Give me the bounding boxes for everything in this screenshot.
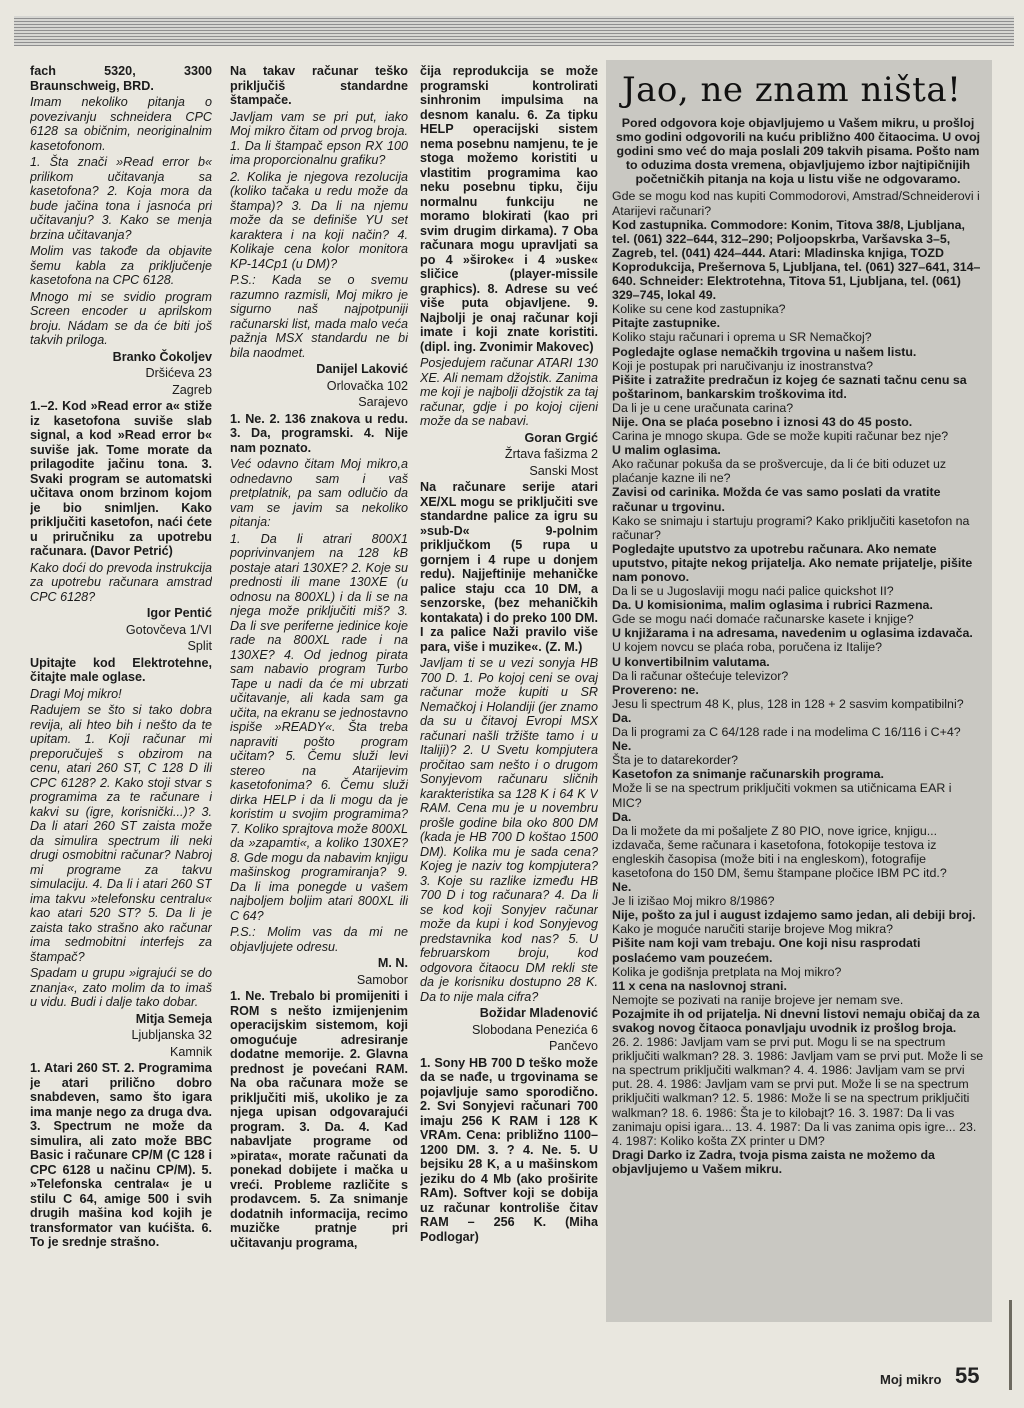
letter-signature: Božidar Mladenović: [479, 1006, 598, 1020]
faq-question: Da li programi za C 64/128 rade i na modelima C 16/116 i C+4?: [612, 725, 961, 740]
faq-answer: Da. U komisionima, malim oglasima i rubrici Razmena.: [612, 598, 933, 613]
letter-address-line: Orlovačka 102: [326, 378, 408, 393]
faq-question: Je li izišao Moj mikro 8/1986?: [612, 894, 775, 909]
letter-address-line: Zagreb: [172, 382, 212, 397]
editor-answer: Na računare serije atari XE/XL mogu se priključiti sve standardne palice za igru su »sub-D« 9-polnim priključkom (5 rupa u gornjem i 4 rupe u donjem redu). Najjeftinije mehaničke palice staju cca 10 DM, a senzorske, (bez mehaničkih kontakata) i do preko 100 DM. I za palice Naži pravilo više para, više i muzike«. (Z. M.): [420, 480, 598, 654]
reader-letter: P.S.: Kada se o svemu razumno razmisli, Moj mikro je sigurno naš najpotpuniji računarski list, mada malo veća pažnja MSX standardu ne bi bila naodmet.: [230, 273, 408, 360]
letter-address-line: Kamnik: [170, 1044, 212, 1059]
reader-letter: Već odavno čitam Moj mikro,a odnedavno sam i vaš pretplatnik, pa sam odlučio da vam se javim sa nekoliko pitanja:: [230, 457, 408, 529]
reader-letter: 2. Kolika je njegova rezolucija (koliko tačaka u redu može da štampa)? 3. Da li na njemu može da se definiše YU set karaktera i na koji način? 4. Kolikaje cena kolor monitora KP-14Cp1 (u DM)?: [230, 169, 408, 271]
faq-question: Ako računar pokuša da se prošvercuje, da li će biti oduzet uz plaćanje kazne ili ne?: [612, 457, 947, 486]
faq-question: Nemojte se pozivati na ranije brojeve jer nemam sve.: [612, 992, 904, 1007]
letter-address-line: Sarajevo: [358, 395, 408, 409]
faq-question: Kako se snimaju i startuju programi? Kako priključiti kasetofon na računar?: [612, 513, 970, 542]
faq-question: Kolike su cene kod zastupnika?: [612, 302, 786, 317]
faq-answer: Pogledajte uputstvo za upotrebu računara. Ako nemate uputstvo, pitajte nekog prijatelja. Ako nemate prijatelje, pišite nam ponovo.: [612, 541, 973, 584]
reader-letter: Javljam vam se pri put, iako Moj mikro čitam od prvog broja. 1. Da li štampač epson RX 100 ima proporcionalnu grafiku?: [230, 109, 408, 167]
faq-question: Koliko staju računari i oprema u SR Nemačkoj?: [612, 330, 872, 345]
faq-question: Da li je u cene uračunata carina?: [612, 400, 794, 415]
faq-answer: Ne.: [612, 880, 632, 895]
reader-letter: 1. Šta znači »Read error b« prilikom učitavanja sa kasetofona? 2. Koja mora da bude jačina tona i jasnoća pri učitavanju? 3. Kako se menja brzina učitavanja?: [30, 155, 212, 242]
faq-question: Šta je to datarekorder?: [612, 753, 739, 768]
faq-answer: Kod zastupnika. Commodore: Konim, Titova 38/8, Ljubljana, tel. (061) 322–644, 312–290; Poljoopskrba, Varšavska 3–5, Zagreb, tel. (041) 424–444. Atari: Mladinska knjiga, TOZD Koprodukcija, Prešernova 5, Ljubljana, tel. (061) 327–641, 314–640. Schneider: Elektrotehna, Titova 51, Ljubljana, tel. (061) 329–745, lokal 49.: [612, 217, 981, 303]
faq-question: 26. 2. 1986: Javljam vam se prvi put. Mogu li se na spectrum priključiti walkman? 28. 3. 1986: Javljam vam se prvi put. Može li se na spectrum priključiti walkman? 4. 4. 1986: Javljam vam se prvi put. 28. 4. 1986: Javljam vam se prvi put. Može li se na spectrum priključiti walkman? 12. 5. 1986: Može li se na spectrum priključiti walkman? 18. 6. 1986: Šta je to kilobajt? 16. 3. 1987: Da li vas zanimaju opisi igara... 13. 4. 1987: Da li vas zanima opis igre... 23. 4. 1987: Koliko košta ZX printer u DM?: [612, 1035, 984, 1148]
faq-answer: Ne.: [612, 739, 632, 754]
letter-signature: Igor Pentić: [146, 606, 212, 620]
faq-question: Da li možete da mi pošaljete Z 80 PIO, nove igrice, knjigu... izdavača, šeme računara i kasetofona, fotokopije testova iz engleskih časopisa (može biti i na engleskom), fotografije kasetofona do 150 DM, šemu štampane pločice IBM PC itd.?: [612, 823, 947, 880]
reader-letter: P.S.: Molim vas da mi ne objavljujete odresu.: [230, 925, 408, 954]
reader-letter: Mnogo mi se svidio program Screen encoder u aprilskom broju. Nádam se da će biti još takvih priloga.: [30, 289, 212, 347]
faq-sidebar: [606, 60, 992, 1322]
faq-answer: Pozajmite ih od prijatelja. Ni dnevni listovi nemaju običaj da za svakog novog čitaoca ponavljaju uvodnik iz prošlog broja.: [612, 1006, 980, 1035]
faq-question: Gde se mogu naći domaće računarske kasete i knjige?: [612, 612, 914, 627]
reader-letter: Spadam u grupu »igrajući se do znanja«, zato molim da to imaš u vidu. Budi i dalje tako dobar.: [30, 966, 212, 1009]
letter-signature: Goran Grgić: [524, 430, 598, 445]
faq-question: Koji je postupak pri naručivanju iz inostranstva?: [612, 358, 874, 373]
faq-answer: U malim oglasima.: [612, 443, 721, 458]
faq-answer: Kasetofon za snimanje računarskih programa.: [612, 767, 884, 782]
letter-address-line: Ljubljanska 32: [131, 1028, 212, 1042]
sidebar-title: Jao, ne znam ništa!: [622, 70, 962, 110]
faq-answer: 11 x cena na naslovnoj strani.: [612, 978, 787, 993]
faq-question: Kako je moguće naručiti starije brojeve Mog mikra?: [612, 922, 893, 937]
faq-answer: U knjižarama i na adresama, navedenim u oglasima izdavača.: [612, 626, 973, 641]
faq-question: Da li se u Jugoslaviji mogu naći palice quickshot II?: [612, 584, 894, 599]
faq-answer: Da.: [612, 809, 632, 824]
reader-letter: Javljam ti se u vezi sonyja HB 700 D. 1. Po kojoj ceni se ovaj računar može kupiti u SR Nemačkoj i Holandiji (jer znamo da su u čitavoj Evropi MSX računari našli tržište tamo i u Italiji)? 2. U Svetu kompjutera pročitao sam nešto i o drugom Sonyjevom računaru sličnih karakteristika sa 128 K i 64 K V RAM. Cena mu je u novembru prošle godine bila oko 800 DM (kada je HB 700 D koštao 1500 DM). Kolika mu je sada cena? Kojeg je naziv tog kompjutera? 3. Koje su razlike između HB 700 D i tog računara? 4. Da li se kod koji Sonyjev računar može da kupi i kod Sonyjevog predstavnika kod nas? 5. U februarskom broju, kod odgovora čitaocu DM rekli ste da je korisniku dostupno 28 K. Da to nije mala cifra?: [420, 656, 598, 1004]
faq-question: Carina je mnogo skupa. Gde se može kupiti računar bez nje?: [612, 429, 949, 444]
faq-answer: Da.: [612, 710, 632, 725]
editor-answer: 1.–2. Kod »Read error a« stiže iz kasetofona suviše slab signal, a kod »Read error b« suviše jak. Tome morate da prilagodite jačinu tona. 3. Svaki program se automatski učitava onom brzinom kojom je bio snimljen. Kako priključiti kasetofon, naći ćete u priručniku za upotrebu računara. (Davor Petrić): [30, 399, 212, 558]
faq-question: Da li računar oštećuje televizor?: [612, 668, 789, 683]
reader-letter: 1. Da li atrari 800X1 poprivinvanjem na 128 kB postaje atari 130XE? 2. Koje su prednosti ili mane 130XE (u odnosu na 800XL) i da li se na njega može priključiti miš? 3. Da li sve periferne jedinice koje rade na 800XL rade i na 130XE? 4. Od jednog pirata sam nabavio program Turbo Tape u nadi da će mi ubrzati učitavanje, ali kada sam ga učita, na ekranu se jednostavno ispiše »READY«. Šta treba napraviti pošto program učitam? 5. Čemu služi levi stereo na Atarijevim kasetofonima? 6. Čemu služi dirka HELP i da li mogu da je koristim u svojim programima? 7. Koliko sprajtova može 800XL da »zapamti«, a koliko 130XE? 8. Gde mogu da nabavim knjigu mašinskog programiranja? 9. Da li ima ponegde u vašem najboljem boljim atari 800XL ili C 64?: [230, 531, 408, 923]
faq-answer: U konvertibilnim valutama.: [612, 654, 770, 669]
editor-answer: 1. Atari 260 ST. 2. Programima je atari prilično dobro snabdeven, samo što igara ima manje nego za druga dva. 3. Spectrum ne može da simulira, ali zato može BBC Basic i računare CP/M (C 128 i CPC 6128 u načinu CP/M). 5. »Telefonska centrala« je u stilu C 64, amige 500 i svih drugih mašina kod kojih je transformator van kućišta. 6. To je srednje strašno.: [30, 1061, 212, 1249]
faq-question: Gde se mogu kod nas kupiti Commodorovi, Amstrad/Schneiderovi i Atarijevi računari?: [612, 189, 980, 218]
margin-rule: [1009, 1300, 1012, 1390]
faq-question: Kolika je godišnja pretplata na Moj mikro?: [612, 964, 842, 979]
faq-answer: Pitajte zastupnike.: [612, 316, 721, 331]
editor-answer: 1. Sony HB 700 D teško može da se nađe, u trgovinama se pojavljuje samo sporodično. 2. Svi Sonyjevi računari 700 imaju 256 K RAM i 128 K VRAm. Cena: približno 1100–1200 DM. 3. ? 4. Ne. 5. U bejsiku 28 K, a u mašinskom jeziku do 4 Mb (ako proširite RAm). Softver koji se dobija uz računar kontroliše čitav RAM – 256 K. (Miha Podlogar): [420, 1055, 598, 1244]
letters-column-2: [230, 64, 408, 1324]
footer-magazine-name: Moj mikro: [880, 1372, 942, 1387]
editor-answer: 1. Ne. Trebalo bi promijeniti i ROM s nešto izmijenjenim operacijskim sistemom, koji omogućuje adresiranje dodatne memorije. 2. Glavna prednost je povećani RAM. Na oba računara može se priključiti miš, ukoliko je za njega upisan odgovarajući program. 3. Da. 4. Kad nabavljate programe od »pirata«, morate računati da ponekad dobijete i mačka u vreći. Probleme različite s prodavcem. 5. Za snimanje dodatnih informacija, recimo muzičke pratnje pri učitavanju programa,: [230, 989, 408, 1250]
faq-answer: Pišite nam koji vam trebaju. One koji nisu rasprodati poslaćemo vam pouzećem.: [612, 936, 921, 965]
reader-letter: Dragi Moj mikro!: [30, 686, 122, 701]
faq-question: Može li se na spectrum priključiti vokmen sa utičnicama EAR i MIC?: [612, 781, 952, 810]
letter-signature: M. N.: [377, 956, 408, 970]
letter-signature: Danijel Laković: [316, 362, 408, 376]
editor-answer: Na takav računar teško priključiš standardne štampače.: [230, 64, 408, 107]
faq-answer: Nije, pošto za jul i august izdajemo samo jedan, ali debiji broj.: [612, 908, 976, 923]
reader-letter: Posjedujem računar ATARI 130 XE. Ali nemam džojstik. Zanima me koji je najbolji džojstik za taj računar, gdje i po kojoj cijeni može da se nabavi.: [420, 356, 598, 428]
reader-letter: Radujem se što si tako dobra revija, ali hteo bih i nešto da te upitam. 1. Koji računar mi preporučuješ s obzirom na cenu, atari 260 ST, C 128 D ili CPC 6128? 2. Kako stoji stvar s programima za te računare i kakvi su (igre, korisnički...)? 3. Da li atari 260 ST zaista može da simulira spectrum ili neki drugi osmobitni računar? Nabroj mi programe za takvu simulaciju. 4. Da li i atari 260 ST ima takvu »telefonsku centralu« kao atari 520 ST? 5. Da li je zaista tako strašno ako računar ima sedmobitni interfejs za štampač?: [30, 703, 212, 964]
decorative-header-band: [14, 16, 1014, 46]
editor-answer: čija reprodukcija se može programski kontrolirati sinhronim impulsima na desnom kanalu. 6. Za tipku HELP operacijski sistem nema posebnu namjenu, te je stoga možemo koristiti u vlastitim programima kao neku posebnu tipku, čiju normalnu funkciju ne moramo blokirati (kao pri svim drugim dirkama). 7 Oba računara mogu upravljati sa po 4 »široke« i 4 »uske« sličice (player-missile graphics). 8. Adrese su već više puta objavljene. 9. Najbolji je onaj računar koji imate i koji znate koristiti. (dipl. ing. Zvonimir Makovec): [420, 64, 598, 354]
faq-question: U kojem novcu se plaća roba, poručena iz Italije?: [612, 640, 882, 655]
reader-letter: Imam nekoliko pitanja o povezivanju schneidera CPC 6128 sa običnim, neoriginalnim kasetofonom.: [30, 95, 212, 153]
editor-answer: fach 5320, 3300 Braunschweig, BRD.: [30, 64, 212, 93]
faq-answer: Provereno: ne.: [612, 682, 699, 697]
faq-answer: Pogledajte oglase nemačkih trgovina u našem listu.: [612, 344, 917, 359]
sidebar-intro: Pored odgovora koje objavljujemo u Vašem mikru, u prošloj smo godini odgovorili na kuću približno 400 čitaocima. U ovoj godini smo već do maja poslali 209 takvih pisama. Pošto nam to oduzima dosta vremena, objavljujemo izbor najtipičnijih početničkih pitanja na koja u listu više ne odgovaramo.: [615, 116, 981, 187]
reader-letter: Molim vas takođe da objavite šemu kabla za priključenje kasetofona na CPC 6128.: [30, 244, 212, 287]
faq-answer: Pišite i zatražite predračun iz kojeg će saznati tačnu cenu sa poštarinom, bankarskim troškovima itd.: [612, 372, 967, 401]
letter-address-line: Žrtava fašizma 2: [504, 447, 598, 461]
letter-address-line: Slobodana Penezića 6: [471, 1022, 598, 1037]
page-number: 55: [955, 1363, 980, 1388]
faq-question: Jesu li spectrum 48 K, plus, 128 in 128 + 2 sasvim kompatibilni?: [612, 696, 964, 711]
reader-letter: Kako doći do prevoda instrukcija za upotrebu računara amstrad CPC 6128?: [30, 560, 212, 604]
letter-address-line: Split: [187, 639, 212, 653]
editor-answer: 1. Ne. 2. 136 znakova u redu. 3. Da, programski. 4. Nije nam poznato.: [230, 411, 408, 455]
letters-column-3: [420, 64, 598, 1324]
faq-answer: Dragi Darko iz Zadra, tvoja pisma zaista ne možemo da objavljujemo u Vašem mikru.: [612, 1147, 935, 1176]
editor-answer: Upitajte kod Elektrotehne, čitajte male oglase.: [30, 655, 212, 684]
letter-signature: Branko Čokoljev: [112, 349, 212, 364]
letter-address-line: Dršićeva 23: [145, 366, 212, 380]
letters-column-1: [30, 64, 212, 1324]
letter-address-line: Sanski Most: [529, 463, 598, 478]
faq-answer: Nije. Ona se plaća posebno i iznosi 43 do 45 posto.: [612, 414, 913, 429]
letter-signature: Mitja Semeja: [135, 1011, 212, 1026]
letter-address-line: Gotovčeva 1/VI: [125, 622, 212, 637]
letter-address-line: Samobor: [356, 972, 408, 987]
qa-list: [612, 189, 984, 1176]
faq-answer: Zavisi od carinika. Možda će vas samo poslati da vratite računar u trgovinu.: [612, 485, 941, 514]
letter-address-line: Pančevo: [548, 1039, 598, 1053]
